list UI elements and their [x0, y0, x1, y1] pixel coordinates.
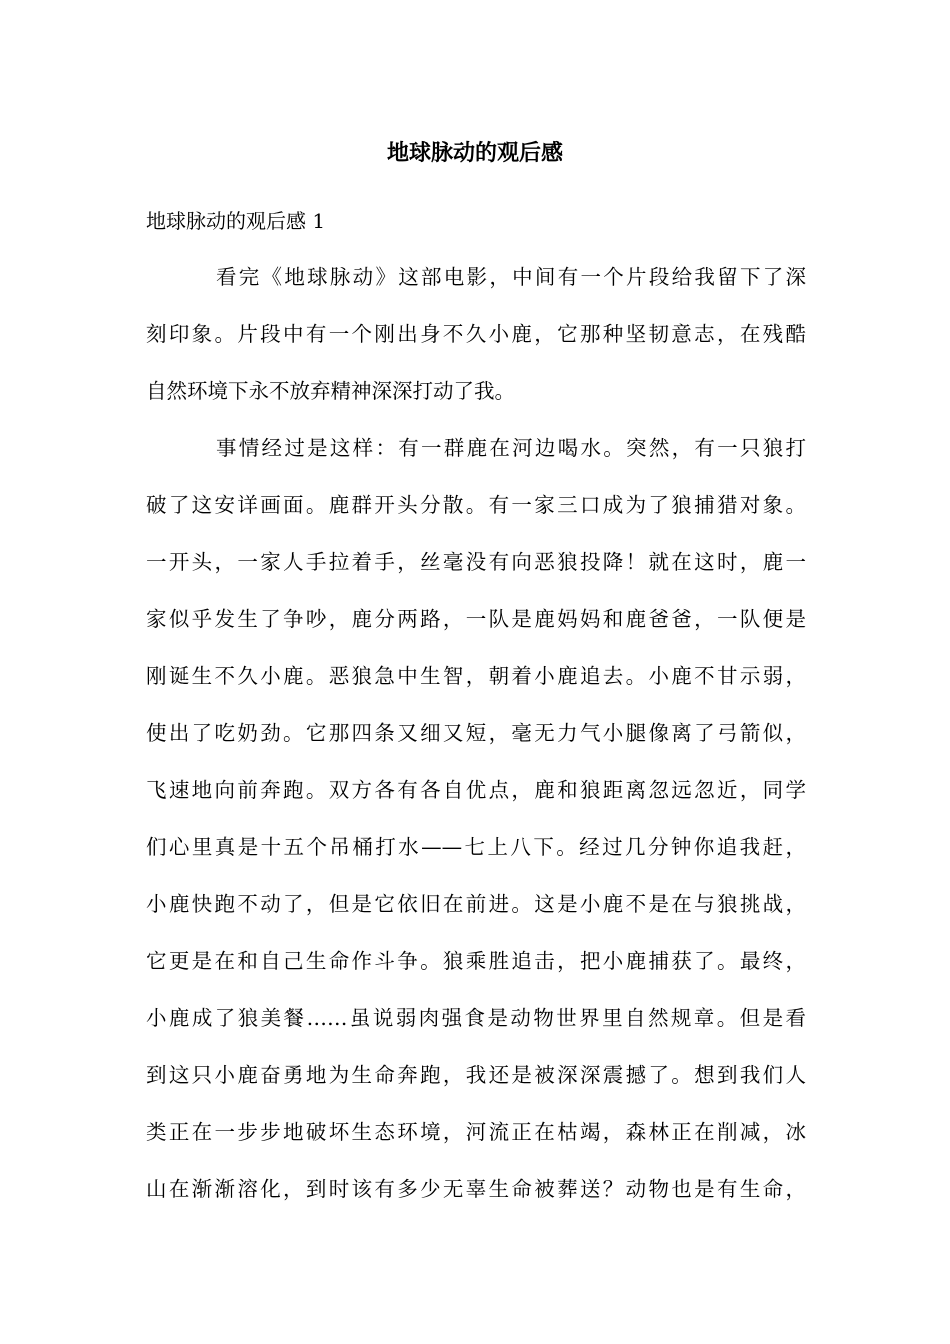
paragraph-1-line: 刻印象。片段中有一个刚出身不久小鹿，它那种坚韧意志，在残酷 [146, 322, 806, 346]
paragraph-2-line: 山在渐渐溶化，到时该有多少无辜生命被葬送？动物也是有生命， [146, 1177, 806, 1201]
paragraph-1-line: 看完《地球脉动》这部电影，中间有一个片段给我留下了深 [216, 265, 806, 289]
section-heading: 地球脉动的观后感 1 [146, 209, 326, 233]
paragraph-2-line: 破了这安详画面。鹿群开头分散。有一家三口成为了狼捕猎对象。 [146, 493, 806, 517]
paragraph-2-line: 小鹿快跑不动了，但是它依旧在前进。这是小鹿不是在与狼挑战， [146, 892, 806, 916]
paragraph-2-line: 家似乎发生了争吵，鹿分两路，一队是鹿妈妈和鹿爸爸，一队便是 [146, 607, 806, 631]
paragraph-2-line: 刚诞生不久小鹿。恶狼急中生智，朝着小鹿追去。小鹿不甘示弱， [146, 664, 806, 688]
document-title: 地球脉动的观后感 [386, 140, 563, 166]
paragraph-2-line: 它更是在和自己生命作斗争。狼乘胜追击，把小鹿捕获了。最终， [146, 949, 806, 973]
paragraph-2-line: 类正在一步步地破坏生态环境，河流正在枯竭，森林正在削减，冰 [146, 1120, 806, 1144]
paragraph-2-line: 小鹿成了狼美餐……虽说弱肉强食是动物世界里自然规章。但是看 [146, 1006, 806, 1030]
paragraph-2-line: 一开头，一家人手拉着手，丝毫没有向恶狼投降！就在这时，鹿一 [146, 550, 806, 574]
paragraph-2-line: 事情经过是这样：有一群鹿在河边喝水。突然，有一只狼打 [216, 436, 806, 460]
paragraph-2-line: 飞速地向前奔跑。双方各有各自优点，鹿和狼距离忽远忽近，同学 [146, 778, 806, 802]
paragraph-2-line: 使出了吃奶劲。它那四条又细又短，毫无力气小腿像离了弓箭似， [146, 721, 806, 745]
paragraph-2-line: 到这只小鹿奋勇地为生命奔跑，我还是被深深震撼了。想到我们人 [146, 1063, 806, 1087]
paragraph-1-line: 自然环境下永不放弃精神深深打动了我。 [146, 379, 515, 403]
paragraph-2-line: 们心里真是十五个吊桶打水——七上八下。经过几分钟你追我赶， [146, 835, 806, 859]
